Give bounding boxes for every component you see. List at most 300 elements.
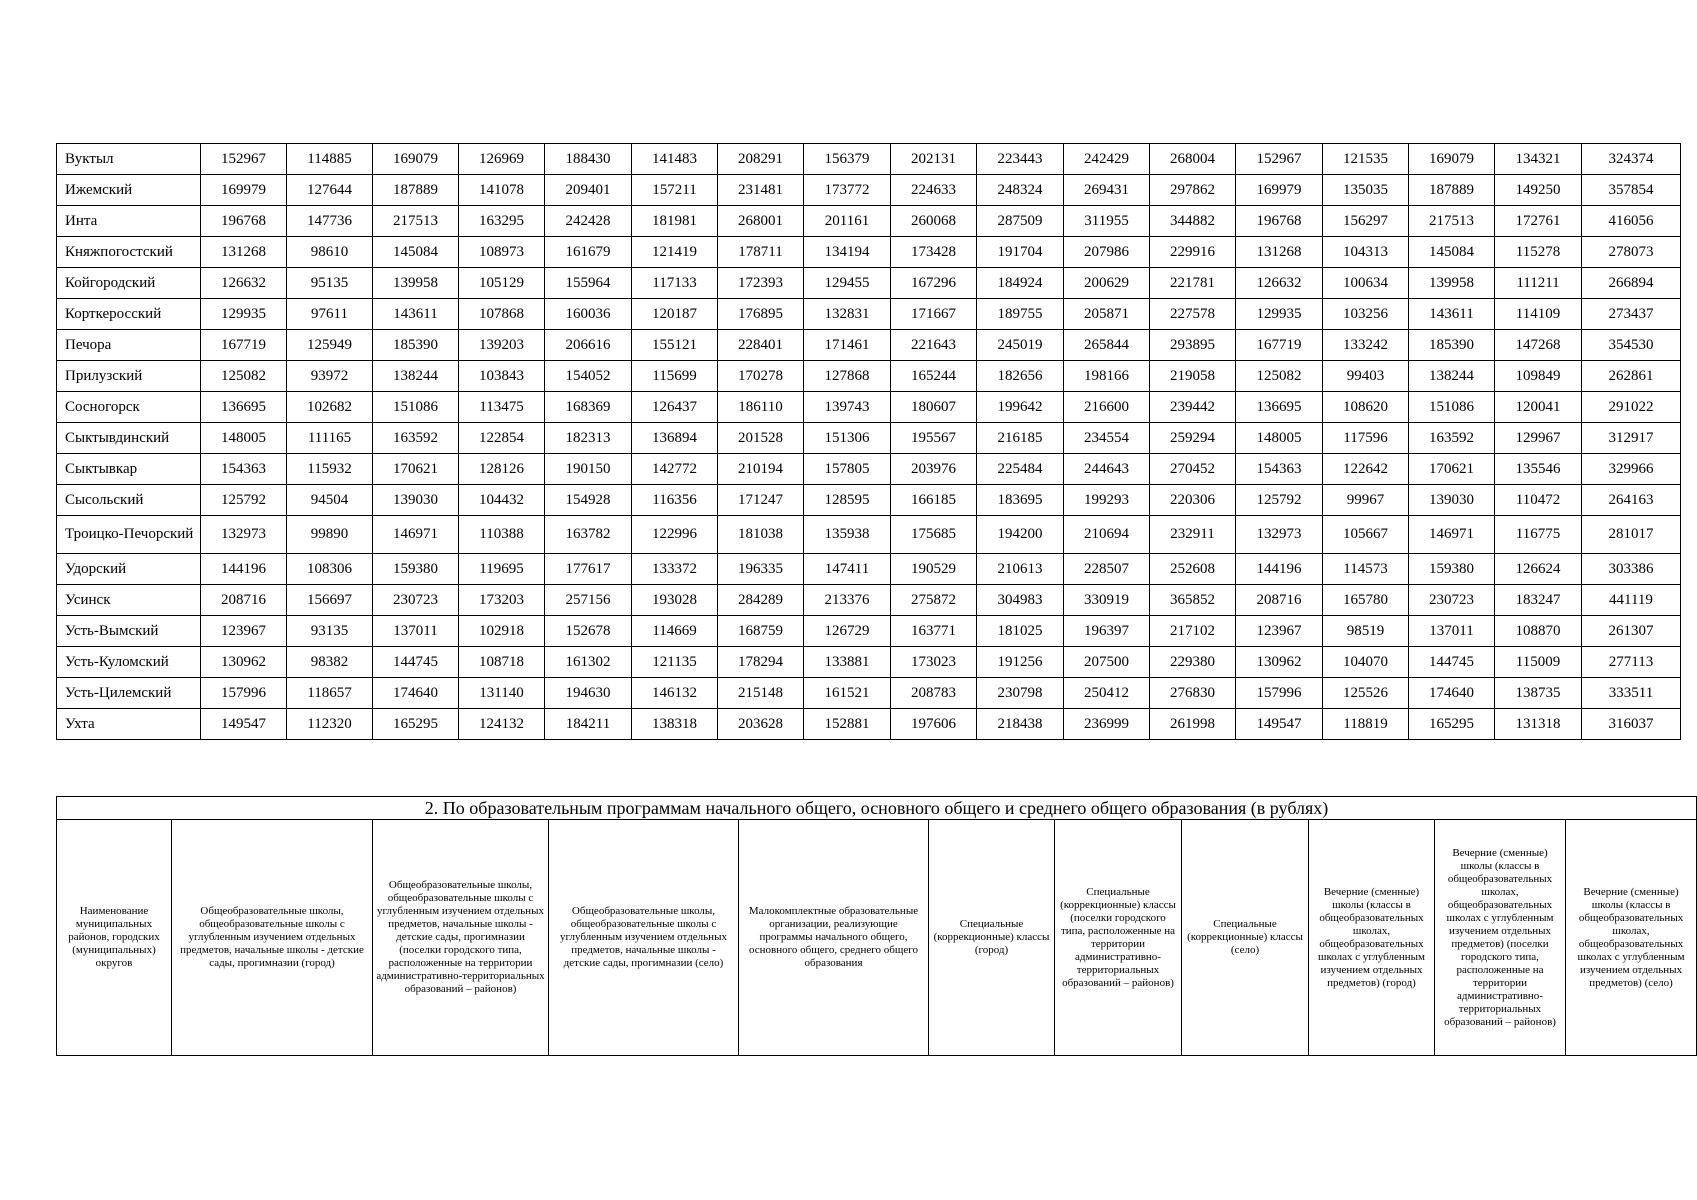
cost-cell: 138244: [1409, 361, 1495, 392]
cost-cell: 136894: [632, 423, 718, 454]
cost-cell: 281017: [1582, 516, 1681, 554]
cost-cell: 248324: [977, 175, 1064, 206]
cost-cell: 169079: [373, 144, 459, 175]
cost-cell: 284289: [718, 585, 804, 616]
cost-cell: 210613: [977, 554, 1064, 585]
cost-cell: 145084: [373, 237, 459, 268]
cost-cell: 277113: [1582, 647, 1681, 678]
cost-cell: 128595: [804, 485, 891, 516]
cost-cell: 127868: [804, 361, 891, 392]
municipality-name: Усть-Куломский: [57, 647, 201, 678]
cost-cell: 170621: [1409, 454, 1495, 485]
table-row: [57, 206, 1681, 237]
cost-cell: 199293: [1064, 485, 1150, 516]
cost-cell: 265844: [1064, 330, 1150, 361]
cost-cell: 232911: [1150, 516, 1236, 554]
cost-cell: 120187: [632, 299, 718, 330]
cost-cell: 121135: [632, 647, 718, 678]
cost-cell: 123967: [1236, 616, 1323, 647]
cost-cell: 147268: [1495, 330, 1582, 361]
municipality-name: Сосногорск: [57, 392, 201, 423]
cost-cell: 266894: [1582, 268, 1681, 299]
cost-cell: 209401: [545, 175, 632, 206]
column-header: Специальные (коррекционные) классы (город): [929, 820, 1055, 1056]
column-header: Общеобразовательные школы, общеобразовательные школы с углубленным изучением отдельных предметов, начальные школы - детские сады, прогимназии (село): [549, 820, 739, 1056]
cost-cell: 126969: [459, 144, 545, 175]
cost-cell: 276830: [1150, 678, 1236, 709]
cost-cell: 152678: [545, 616, 632, 647]
cost-cell: 130962: [201, 647, 287, 678]
cost-cell: 171247: [718, 485, 804, 516]
cost-cell: 98610: [287, 237, 373, 268]
cost-cell: 156697: [287, 585, 373, 616]
table-row: [57, 516, 1681, 554]
cost-cell: 139030: [373, 485, 459, 516]
cost-cell: 169979: [201, 175, 287, 206]
cost-cell: 99967: [1323, 485, 1409, 516]
cost-cell: 155964: [545, 268, 632, 299]
cost-cell: 109849: [1495, 361, 1582, 392]
cost-cell: 167296: [891, 268, 977, 299]
cost-cell: 250412: [1064, 678, 1150, 709]
cost-cell: 100634: [1323, 268, 1409, 299]
cost-cell: 270452: [1150, 454, 1236, 485]
cost-cell: 193028: [632, 585, 718, 616]
cost-cell: 191256: [977, 647, 1064, 678]
cost-cell: 152881: [804, 709, 891, 740]
cost-cell: 131140: [459, 678, 545, 709]
cost-cell: 114669: [632, 616, 718, 647]
municipality-name: Инта: [57, 206, 201, 237]
cost-cell: 108620: [1323, 392, 1409, 423]
cost-cell: 93972: [287, 361, 373, 392]
cost-cell: 147411: [804, 554, 891, 585]
cost-cell: 141078: [459, 175, 545, 206]
cost-cell: 257156: [545, 585, 632, 616]
cost-cell: 165244: [891, 361, 977, 392]
table-row: [57, 554, 1681, 585]
cost-cell: 116775: [1495, 516, 1582, 554]
municipality-name: Ижемский: [57, 175, 201, 206]
cost-cell: 149547: [1236, 709, 1323, 740]
cost-cell: 110472: [1495, 485, 1582, 516]
cost-cell: 207500: [1064, 647, 1150, 678]
cost-cell: 143611: [373, 299, 459, 330]
cost-cell: 259294: [1150, 423, 1236, 454]
cost-cell: 218438: [977, 709, 1064, 740]
cost-cell: 115278: [1495, 237, 1582, 268]
cost-cell: 126729: [804, 616, 891, 647]
cost-cell: 103843: [459, 361, 545, 392]
cost-cell: 221781: [1150, 268, 1236, 299]
municipality-name: Усть-Цилемский: [57, 678, 201, 709]
cost-cell: 182656: [977, 361, 1064, 392]
cost-cell: 111165: [287, 423, 373, 454]
section-title: 2. По образовательным программам начального общего, основного общего и среднего общего образования (в рублях): [57, 797, 1697, 820]
cost-cell: 208291: [718, 144, 804, 175]
cost-cell: 125082: [201, 361, 287, 392]
cost-cell: 170621: [373, 454, 459, 485]
cost-cell: 139030: [1409, 485, 1495, 516]
cost-cell: 217513: [1409, 206, 1495, 237]
cost-cell: 190150: [545, 454, 632, 485]
cost-cell: 174640: [373, 678, 459, 709]
cost-cell: 129935: [1236, 299, 1323, 330]
cost-cell: 330919: [1064, 585, 1150, 616]
table-row: [57, 485, 1681, 516]
cost-cell: 173203: [459, 585, 545, 616]
cost-cell: 198166: [1064, 361, 1150, 392]
cost-cell: 148005: [1236, 423, 1323, 454]
cost-cell: 268004: [1150, 144, 1236, 175]
cost-cell: 329966: [1582, 454, 1681, 485]
cost-cell: 122642: [1323, 454, 1409, 485]
cost-cell: 157805: [804, 454, 891, 485]
cost-cell: 275872: [891, 585, 977, 616]
cost-cell: 103256: [1323, 299, 1409, 330]
cost-cell: 196768: [201, 206, 287, 237]
cost-cell: 129935: [201, 299, 287, 330]
cost-cell: 125792: [201, 485, 287, 516]
cost-cell: 175685: [891, 516, 977, 554]
cost-cell: 200629: [1064, 268, 1150, 299]
cost-cell: 170278: [718, 361, 804, 392]
costs-table: [56, 143, 1681, 740]
cost-cell: 154363: [201, 454, 287, 485]
cost-cell: 149547: [201, 709, 287, 740]
cost-cell: 291022: [1582, 392, 1681, 423]
cost-cell: 137011: [1409, 616, 1495, 647]
cost-cell: 98519: [1323, 616, 1409, 647]
cost-cell: 132973: [201, 516, 287, 554]
cost-cell: 365852: [1150, 585, 1236, 616]
municipality-name: Усинск: [57, 585, 201, 616]
cost-cell: 190529: [891, 554, 977, 585]
cost-cell: 168759: [718, 616, 804, 647]
cost-cell: 130962: [1236, 647, 1323, 678]
cost-cell: 125526: [1323, 678, 1409, 709]
cost-cell: 188430: [545, 144, 632, 175]
cost-cell: 114109: [1495, 299, 1582, 330]
cost-cell: 135035: [1323, 175, 1409, 206]
cost-cell: 228401: [718, 330, 804, 361]
cost-cell: 172393: [718, 268, 804, 299]
cost-cell: 208783: [891, 678, 977, 709]
cost-cell: 187889: [1409, 175, 1495, 206]
cost-cell: 144196: [1236, 554, 1323, 585]
cost-cell: 141483: [632, 144, 718, 175]
municipality-name: Прилузский: [57, 361, 201, 392]
cost-cell: 206616: [545, 330, 632, 361]
cost-cell: 262861: [1582, 361, 1681, 392]
cost-cell: 119695: [459, 554, 545, 585]
cost-cell: 148005: [201, 423, 287, 454]
cost-cell: 146971: [1409, 516, 1495, 554]
header-row: [57, 820, 1697, 1056]
cost-cell: 151086: [1409, 392, 1495, 423]
cost-cell: 133242: [1323, 330, 1409, 361]
cost-cell: 230723: [373, 585, 459, 616]
cost-cell: 163592: [373, 423, 459, 454]
cost-cell: 125792: [1236, 485, 1323, 516]
municipality-name: Сыктывкар: [57, 454, 201, 485]
cost-cell: 120041: [1495, 392, 1582, 423]
cost-cell: 132973: [1236, 516, 1323, 554]
cost-cell: 177617: [545, 554, 632, 585]
column-header: Вечерние (сменные) школы (классы в общеобразовательных школах, общеобразовательных школах с углубленным изучением отдельных предметов) (город): [1309, 820, 1435, 1056]
cost-cell: 202131: [891, 144, 977, 175]
cost-cell: 223443: [977, 144, 1064, 175]
cost-cell: 161302: [545, 647, 632, 678]
cost-cell: 113475: [459, 392, 545, 423]
table-row: [57, 144, 1681, 175]
cost-cell: 180607: [891, 392, 977, 423]
cost-cell: 216185: [977, 423, 1064, 454]
cost-cell: 195567: [891, 423, 977, 454]
cost-cell: 104313: [1323, 237, 1409, 268]
cost-cell: 261998: [1150, 709, 1236, 740]
cost-cell: 229380: [1150, 647, 1236, 678]
cost-cell: 215148: [718, 678, 804, 709]
cost-cell: 138318: [632, 709, 718, 740]
cost-cell: 114885: [287, 144, 373, 175]
cost-cell: 273437: [1582, 299, 1681, 330]
cost-cell: 219058: [1150, 361, 1236, 392]
cost-cell: 194630: [545, 678, 632, 709]
municipality-name: Удорский: [57, 554, 201, 585]
cost-cell: 126437: [632, 392, 718, 423]
table-row: [57, 299, 1681, 330]
cost-cell: 97611: [287, 299, 373, 330]
cost-cell: 93135: [287, 616, 373, 647]
table-row: [57, 392, 1681, 423]
cost-cell: 220306: [1150, 485, 1236, 516]
table-row: [57, 647, 1681, 678]
cost-cell: 227578: [1150, 299, 1236, 330]
cost-cell: 145084: [1409, 237, 1495, 268]
cost-cell: 134321: [1495, 144, 1582, 175]
cost-cell: 102918: [459, 616, 545, 647]
cost-cell: 163592: [1409, 423, 1495, 454]
cost-cell: 416056: [1582, 206, 1681, 237]
cost-cell: 357854: [1582, 175, 1681, 206]
cost-cell: 136695: [1236, 392, 1323, 423]
table-row: [57, 237, 1681, 268]
cost-cell: 115932: [287, 454, 373, 485]
cost-cell: 182313: [545, 423, 632, 454]
cost-cell: 151306: [804, 423, 891, 454]
municipality-name: Сысольский: [57, 485, 201, 516]
cost-cell: 217102: [1150, 616, 1236, 647]
cost-cell: 224633: [891, 175, 977, 206]
program-header-table: [56, 796, 1697, 1056]
cost-cell: 252608: [1150, 554, 1236, 585]
cost-cell: 115009: [1495, 647, 1582, 678]
cost-cell: 183695: [977, 485, 1064, 516]
cost-cell: 184211: [545, 709, 632, 740]
cost-cell: 118657: [287, 678, 373, 709]
cost-cell: 191704: [977, 237, 1064, 268]
cost-cell: 139743: [804, 392, 891, 423]
cost-cell: 131268: [1236, 237, 1323, 268]
cost-cell: 163782: [545, 516, 632, 554]
cost-cell: 239442: [1150, 392, 1236, 423]
cost-cell: 245019: [977, 330, 1064, 361]
cost-cell: 230723: [1409, 585, 1495, 616]
cost-cell: 189755: [977, 299, 1064, 330]
cost-cell: 185390: [1409, 330, 1495, 361]
table-row: [57, 454, 1681, 485]
cost-cell: 156379: [804, 144, 891, 175]
cost-cell: 161521: [804, 678, 891, 709]
cost-cell: 171461: [804, 330, 891, 361]
cost-cell: 161679: [545, 237, 632, 268]
cost-cell: 172761: [1495, 206, 1582, 237]
cost-cell: 107868: [459, 299, 545, 330]
cost-cell: 194200: [977, 516, 1064, 554]
municipality-name: Княжпогостский: [57, 237, 201, 268]
cost-cell: 242428: [545, 206, 632, 237]
cost-cell: 99403: [1323, 361, 1409, 392]
cost-cell: 312917: [1582, 423, 1681, 454]
cost-cell: 128126: [459, 454, 545, 485]
municipality-name: Усть-Вымский: [57, 616, 201, 647]
municipality-name: Сыктывдинский: [57, 423, 201, 454]
cost-cell: 173023: [891, 647, 977, 678]
cost-cell: 152967: [1236, 144, 1323, 175]
cost-cell: 199642: [977, 392, 1064, 423]
cost-cell: 94504: [287, 485, 373, 516]
cost-cell: 165780: [1323, 585, 1409, 616]
cost-cell: 157996: [1236, 678, 1323, 709]
cost-cell: 178711: [718, 237, 804, 268]
cost-cell: 157996: [201, 678, 287, 709]
cost-cell: 157211: [632, 175, 718, 206]
cost-cell: 441119: [1582, 585, 1681, 616]
cost-cell: 154052: [545, 361, 632, 392]
cost-cell: 159380: [373, 554, 459, 585]
cost-cell: 268001: [718, 206, 804, 237]
cost-cell: 196397: [1064, 616, 1150, 647]
cost-cell: 123967: [201, 616, 287, 647]
cost-cell: 108306: [287, 554, 373, 585]
cost-cell: 126624: [1495, 554, 1582, 585]
cost-cell: 303386: [1582, 554, 1681, 585]
column-header: Вечерние (сменные) школы (классы в общеобразовательных школах, общеобразовательных школах с углубленным изучением отдельных предметов) (село): [1566, 820, 1697, 1056]
cost-cell: 316037: [1582, 709, 1681, 740]
cost-cell: 213376: [804, 585, 891, 616]
cost-cell: 165295: [1409, 709, 1495, 740]
cost-cell: 181038: [718, 516, 804, 554]
cost-cell: 203976: [891, 454, 977, 485]
cost-cell: 208716: [1236, 585, 1323, 616]
cost-cell: 196335: [718, 554, 804, 585]
cost-cell: 116356: [632, 485, 718, 516]
cost-cell: 196768: [1236, 206, 1323, 237]
cost-cell: 187889: [373, 175, 459, 206]
cost-cell: 118819: [1323, 709, 1409, 740]
cost-cell: 197606: [891, 709, 977, 740]
cost-cell: 304983: [977, 585, 1064, 616]
municipality-name: Ухта: [57, 709, 201, 740]
cost-cell: 166185: [891, 485, 977, 516]
cost-cell: 261307: [1582, 616, 1681, 647]
cost-cell: 104432: [459, 485, 545, 516]
cost-cell: 132831: [804, 299, 891, 330]
cost-cell: 125949: [287, 330, 373, 361]
cost-cell: 115699: [632, 361, 718, 392]
cost-cell: 139958: [1409, 268, 1495, 299]
cost-cell: 228507: [1064, 554, 1150, 585]
cost-cell: 155121: [632, 330, 718, 361]
table-row: [57, 361, 1681, 392]
cost-cell: 171667: [891, 299, 977, 330]
table-row: [57, 268, 1681, 299]
cost-cell: 159380: [1409, 554, 1495, 585]
cost-cell: 122854: [459, 423, 545, 454]
cost-cell: 137011: [373, 616, 459, 647]
cost-cell: 229916: [1150, 237, 1236, 268]
table-row: [57, 709, 1681, 740]
cost-cell: 154928: [545, 485, 632, 516]
table-row: [57, 616, 1681, 647]
column-header: Вечерние (сменные) школы (классы в общеобразовательных школах, общеобразовательных школах с углубленным изучением отдельных предметов) (поселки городского типа, расположенные на территории административно-территориальных образований – районов): [1435, 820, 1566, 1056]
cost-cell: 138244: [373, 361, 459, 392]
cost-cell: 131268: [201, 237, 287, 268]
cost-cell: 210694: [1064, 516, 1150, 554]
cost-cell: 131318: [1495, 709, 1582, 740]
cost-cell: 165295: [373, 709, 459, 740]
cost-cell: 143611: [1409, 299, 1495, 330]
cost-cell: 99890: [287, 516, 373, 554]
cost-cell: 121419: [632, 237, 718, 268]
cost-cell: 311955: [1064, 206, 1150, 237]
cost-cell: 293895: [1150, 330, 1236, 361]
cost-cell: 95135: [287, 268, 373, 299]
cost-cell: 173772: [804, 175, 891, 206]
cost-cell: 117596: [1323, 423, 1409, 454]
cost-cell: 111211: [1495, 268, 1582, 299]
cost-cell: 147736: [287, 206, 373, 237]
table-row: [57, 330, 1681, 361]
cost-cell: 138735: [1495, 678, 1582, 709]
cost-cell: 136695: [201, 392, 287, 423]
cost-cell: 126632: [201, 268, 287, 299]
cost-cell: 324374: [1582, 144, 1681, 175]
cost-cell: 114573: [1323, 554, 1409, 585]
costs-table-body: [57, 144, 1681, 740]
cost-cell: 230798: [977, 678, 1064, 709]
cost-cell: 181981: [632, 206, 718, 237]
cost-cell: 134194: [804, 237, 891, 268]
cost-cell: 236999: [1064, 709, 1150, 740]
cost-cell: 152967: [201, 144, 287, 175]
cost-cell: 104070: [1323, 647, 1409, 678]
cost-cell: 201161: [804, 206, 891, 237]
cost-cell: 203628: [718, 709, 804, 740]
cost-cell: 117133: [632, 268, 718, 299]
cost-cell: 167719: [1236, 330, 1323, 361]
column-header: Наименование муниципальных районов, городских (муниципальных) округов: [57, 820, 172, 1056]
cost-cell: 208716: [201, 585, 287, 616]
cost-cell: 110388: [459, 516, 545, 554]
cost-cell: 139203: [459, 330, 545, 361]
cost-cell: 126632: [1236, 268, 1323, 299]
cost-cell: 174640: [1409, 678, 1495, 709]
column-header: Общеобразовательные школы, общеобразовательные школы с углубленным изучением отдельных предметов, начальные школы - детские сады, прогимназии (город): [172, 820, 373, 1056]
cost-cell: 168369: [545, 392, 632, 423]
cost-cell: 146971: [373, 516, 459, 554]
